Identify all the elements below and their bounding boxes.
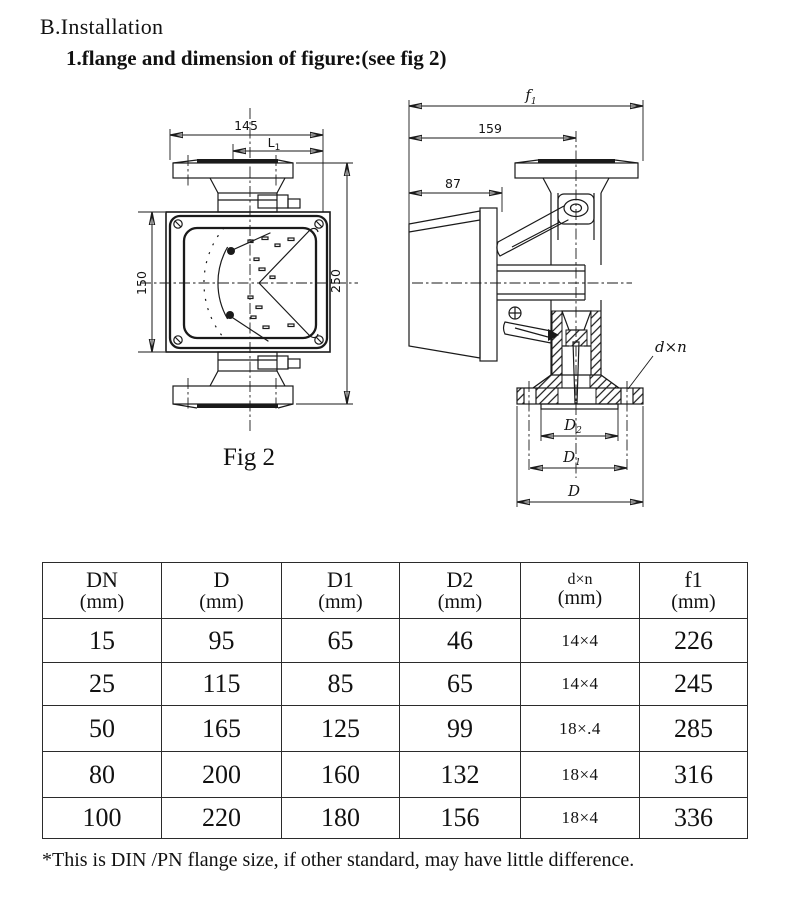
table-cell: 125 <box>282 706 400 752</box>
subsection-title: 1.flange and dimension of figure:(see fig 2) <box>66 46 447 70</box>
dim-150-label: 150 <box>134 271 149 295</box>
table-cell: 25 <box>43 663 162 706</box>
dim-250-label: 250 <box>328 269 343 293</box>
table-cell: 132 <box>400 752 521 798</box>
table-row <box>43 619 748 663</box>
dim-dxn-label: d×n <box>655 338 687 356</box>
table-cell: 220 <box>162 798 282 839</box>
table-cell: 15 <box>43 619 162 663</box>
table-row <box>43 752 748 798</box>
table-cell: 99 <box>400 706 521 752</box>
table-cell: 85 <box>282 663 400 706</box>
table-cell: 115 <box>162 663 282 706</box>
table-cell: 14×4 <box>521 619 640 663</box>
dim-159-label: 159 <box>478 121 502 136</box>
dim-f1-label: $f_1$ <box>525 86 537 107</box>
table-cell: 226 <box>640 619 748 663</box>
table-cell: 336 <box>640 798 748 839</box>
case-corner-screws <box>174 220 323 344</box>
table-row <box>43 663 748 706</box>
table-cell: 18×4 <box>521 798 640 839</box>
front-view-drawing <box>134 108 358 432</box>
gauge-dial <box>204 228 318 341</box>
table-header-row <box>43 563 748 619</box>
dim-d-label: D <box>567 482 581 500</box>
table-cell: 180 <box>282 798 400 839</box>
table-cell: 65 <box>282 619 400 663</box>
table-cell: 14×4 <box>521 663 640 706</box>
table-row <box>43 798 748 839</box>
table-cell: 18×.4 <box>521 706 640 752</box>
table-cell: 160 <box>282 752 400 798</box>
col-header-f1: f1 (mm) <box>640 563 748 619</box>
dim-87-label: 87 <box>445 176 461 191</box>
dim-d1-label: $D_1$ <box>563 448 581 468</box>
col-header-d: D (mm) <box>162 563 282 619</box>
col-header-d1: D1 (mm) <box>282 563 400 619</box>
table-cell: 46 <box>400 619 521 663</box>
table-cell: 156 <box>400 798 521 839</box>
flange-dimension-table <box>42 562 748 839</box>
dim-d2-label: $D_2$ <box>564 416 582 436</box>
footnote: *This is DIN /PN flange size, if other standard, may have little difference. <box>42 849 635 871</box>
section-title: B.Installation <box>40 14 164 39</box>
table-cell: 50 <box>43 706 162 752</box>
dim-145-label: 145 <box>234 118 258 133</box>
table-cell: 18×4 <box>521 752 640 798</box>
col-header-dxn: d×n (mm) <box>521 563 640 619</box>
table-cell: 245 <box>640 663 748 706</box>
table-cell: 65 <box>400 663 521 706</box>
col-header-dn: DN (mm) <box>43 563 162 619</box>
table-cell: 80 <box>43 752 162 798</box>
table-cell: 95 <box>162 619 282 663</box>
table-cell: 316 <box>640 752 748 798</box>
table-row <box>43 706 748 752</box>
col-header-d2: D2 (mm) <box>400 563 521 619</box>
figure-caption: Fig 2 <box>222 444 276 471</box>
table-cell: 200 <box>162 752 282 798</box>
dim-l1-label: $L_1$ <box>267 135 281 153</box>
side-view-drawing <box>409 86 687 507</box>
table-cell: 165 <box>162 706 282 752</box>
table-cell: 285 <box>640 706 748 752</box>
table-cell: 100 <box>43 798 162 839</box>
